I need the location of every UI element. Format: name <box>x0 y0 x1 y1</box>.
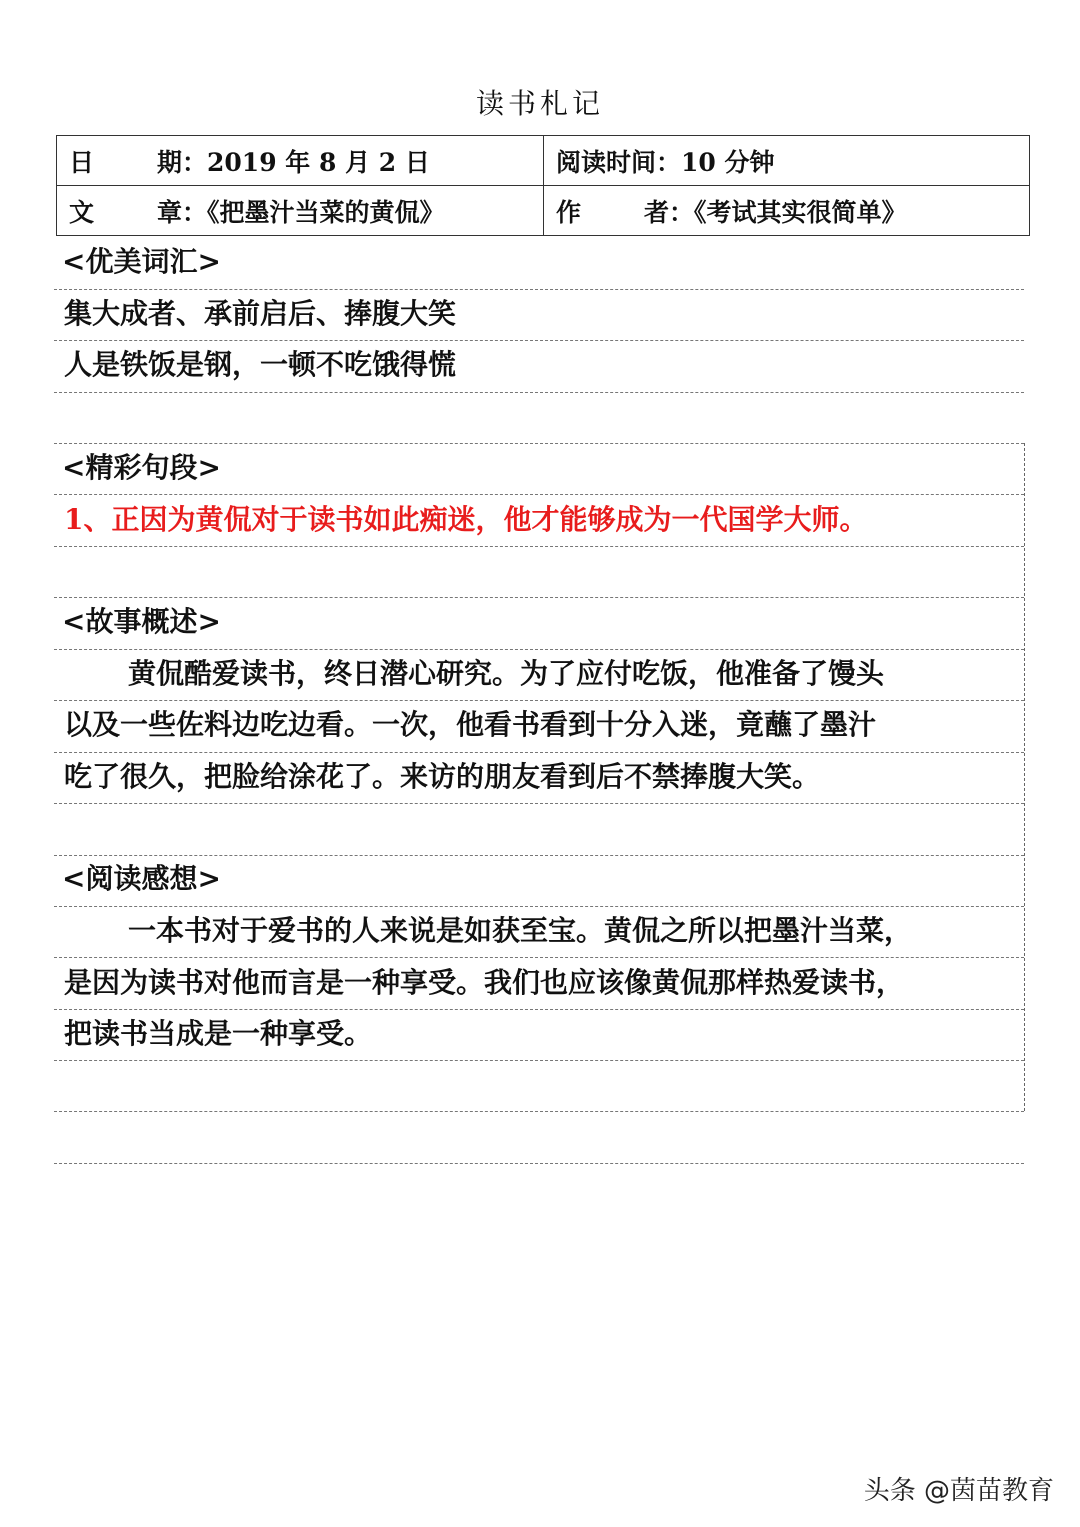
ruled-line <box>54 649 1024 650</box>
box-right-border <box>1024 443 1025 1111</box>
ruled-line <box>54 392 1024 393</box>
date-label-b: 期： <box>157 147 208 177</box>
ruled-line <box>54 957 1024 958</box>
article-value: 《把墨汁当菜的黄侃》 <box>207 197 445 227</box>
summary-line: 吃了很久，把脸给涂花了。来访的朋友看到后不禁捧腹大笑。 <box>64 760 821 793</box>
ruled-line <box>54 700 1024 701</box>
reflection-line: 把读书当成是一种享受。 <box>64 1017 373 1050</box>
author-value: 《考试其实很简单》 <box>694 197 907 227</box>
reflection-heading: <阅读感想> <box>62 862 221 895</box>
highlight-sentence: 1、正因为黄侃对于读书如此痴迷，他才能够成为一代国学大师。 <box>64 503 868 536</box>
ruled-line <box>54 289 1024 290</box>
ruled-line <box>54 803 1024 804</box>
reflection-line: 一本书对于爱书的人来说是如获至宝。黄侃之所以把墨汁当菜， <box>128 914 913 947</box>
box-top-line <box>54 443 1024 444</box>
author-label-a: 作 <box>556 197 582 227</box>
ruled-line <box>54 1009 1024 1010</box>
ruled-line <box>54 906 1024 907</box>
page-title: 读书札记 <box>475 87 604 120</box>
summary-line: 以及一些佐料边吃边看。一次，他看书看到十分入迷，竟蘸了墨汁 <box>64 708 877 741</box>
author-cell <box>544 186 1030 236</box>
vocabulary-heading: <优美词汇> <box>62 245 221 278</box>
author-label-b: 者： <box>644 197 695 227</box>
article-label-a: 文 <box>69 197 95 227</box>
ruled-line <box>54 1163 1024 1164</box>
summary-line: 黄侃酷爱读书，终日潜心研究。为了应付吃饭，他准备了馒头 <box>128 657 885 690</box>
info-row-article <box>57 186 1030 236</box>
vocabulary-line: 集大成者、承前启后、捧腹大笑 <box>64 297 457 330</box>
reflection-line: 是因为读书对他而言是一种享受。我们也应该像黄侃那样热爱读书， <box>64 966 905 999</box>
date-value: 2019 年 8 月 2 日 <box>207 147 430 177</box>
article-label-b: 章： <box>157 197 208 227</box>
date-cell <box>57 136 544 186</box>
ruled-line <box>54 752 1024 753</box>
summary-heading: <故事概述> <box>62 605 221 638</box>
ruled-line <box>54 546 1024 547</box>
reading-time-cell <box>544 136 1030 186</box>
watermark: 头条 @茵苗教育 <box>863 1476 1054 1506</box>
ruled-line <box>54 855 1024 856</box>
box-bottom-line <box>54 1111 1024 1112</box>
ruled-line <box>54 597 1024 598</box>
ruled-line <box>54 340 1024 341</box>
ruled-line <box>54 1060 1024 1061</box>
info-row-date <box>57 136 1030 186</box>
reading-time-value: 10 分钟 <box>681 147 775 177</box>
highlights-heading: <精彩句段> <box>62 451 221 484</box>
reading-time-label: 阅读时间： <box>556 147 682 177</box>
vocabulary-line: 人是铁饭是钢，一顿不吃饿得慌 <box>64 348 457 381</box>
info-table <box>56 135 1030 236</box>
ruled-line <box>54 494 1024 495</box>
date-label-a: 日 <box>69 147 95 177</box>
article-cell <box>57 186 544 236</box>
